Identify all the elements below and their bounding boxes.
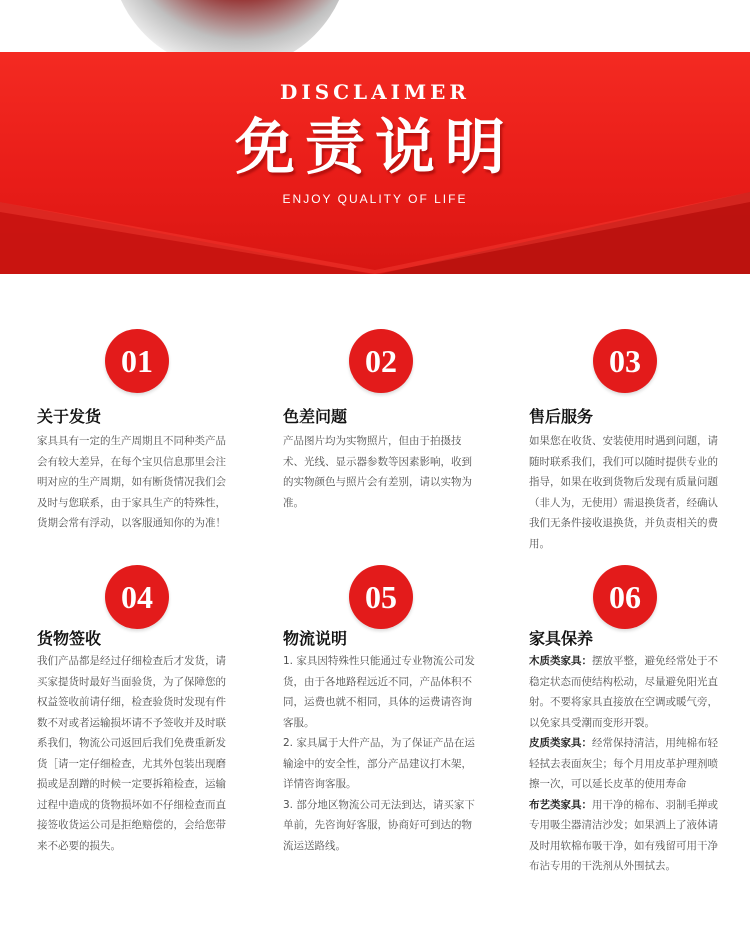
number-badge: 02 bbox=[349, 329, 413, 393]
item-body: 家具具有一定的生产周期且不同种类产品会有较大差异，在每个宝贝信息那里会注明对应的生产周期，如有断货情况我们会及时与您联系，由于家具生产的特殊性，货期会常有浮动，以客服通知你的为准！ bbox=[37, 435, 226, 529]
page-title: 免责说明 bbox=[235, 113, 515, 183]
logistics-point: 1. 家具因特殊性只能通过专业物流公司发货，由于各地路程远近不同，产品体积不同，运费也就不相同，具体的运费请咨询客服。 bbox=[283, 655, 475, 729]
item-body bbox=[283, 651, 475, 856]
care-text: 用干净的棉布、羽制毛掸或专用吸尘器清洁沙发；如果洒上了液体请及时用软棉布吸干净，如有残留可用干净布沾专用的干洗剂从外围拭去。 bbox=[529, 798, 718, 872]
number-badge: 03 bbox=[593, 329, 657, 393]
item-title: 售后服务 bbox=[529, 407, 594, 426]
banner-disclaimer: DISCLAIMER bbox=[280, 80, 470, 104]
item-body: 产品图片均为实物照片，但由于拍摄技术、光线、显示器参数等因素影响，收到的实物颜色与照片会有差别，请以实物为准。 bbox=[283, 435, 472, 509]
decorative-sphere bbox=[110, 0, 350, 52]
item-body: 如果您在收货、安装使用时遇到问题，请随时联系我们，我们可以随时提供专业的指导，如果在收到货物后发现有质量问题（非人为，无使用）需退换货者，经确认我们无条件接收退换货，并负责相关的费用。 bbox=[529, 435, 718, 550]
number-badge: 06 bbox=[593, 565, 657, 629]
disclaimer-banner bbox=[0, 52, 750, 274]
item-title: 物流说明 bbox=[283, 629, 348, 648]
item-body: 我们产品都是经过仔细检查后才发货，请买家提货时最好当面验货，为了保障您的权益签收前请仔细，检查验货时发现有件数不对或者运输损坏请不予签收并及时联系我们，物流公司返回后我们免费重新发货［请一定仔细检查，尤其外包装出现磨损或是刮蹭的时候一定要拆箱检查，运输过程中造成的货物损坏如不仔细检查而直接签收货运公司是拒绝赔偿的，会给您带来不必要的损失。 bbox=[37, 655, 226, 852]
banner-tagline: ENJOY QUALITY OF LIFE bbox=[282, 192, 468, 206]
care-text: 摆放平整，避免经常处于不稳定状态而使结构松动，尽量避免阳光直射。不要将家具直接放在空调或暖气旁，以免家具受潮而变形开裂。 bbox=[529, 655, 718, 729]
logistics-point: 3. 部分地区物流公司无法到达，请买家下单前，先咨询好客服，协商好可到达的物流运送路线。 bbox=[283, 798, 475, 852]
top-decoration bbox=[0, 0, 750, 52]
care-label: 布艺类家具： bbox=[529, 798, 592, 811]
item-title: 色差问题 bbox=[283, 407, 348, 426]
item-title: 关于发货 bbox=[37, 407, 102, 426]
care-label: 木质类家具： bbox=[529, 655, 592, 667]
number-badge: 01 bbox=[105, 329, 169, 393]
item-title: 货物签收 bbox=[37, 629, 102, 648]
item-title: 家具保养 bbox=[529, 629, 594, 648]
care-label: 皮质类家具： bbox=[529, 737, 592, 749]
care-paragraph bbox=[529, 651, 721, 733]
care-paragraph bbox=[529, 733, 721, 795]
care-paragraph bbox=[529, 795, 721, 877]
item-body bbox=[529, 651, 721, 877]
care-text: 经常保持清洁，用纯棉布轻轻拭去表面灰尘；每个月用皮革护理剂喷擦一次，可以延长皮革的使用寿命 bbox=[529, 737, 718, 790]
logistics-point: 2. 家具属于大件产品，为了保证产品在运输途中的安全性，部分产品建议打木架，详情咨询客服。 bbox=[283, 737, 475, 790]
number-badge: 04 bbox=[105, 565, 169, 629]
number-badge: 05 bbox=[349, 565, 413, 629]
